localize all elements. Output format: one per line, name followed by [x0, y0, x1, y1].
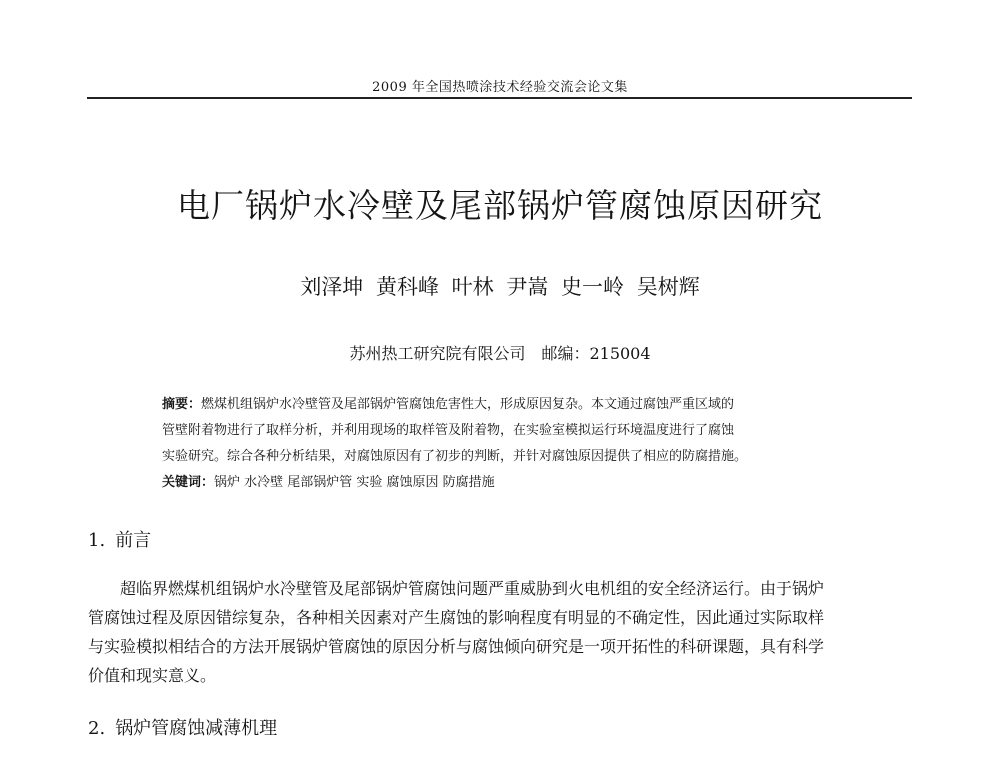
- introduction-paragraph: [88, 574, 914, 690]
- section-title: 前言: [115, 530, 152, 551]
- paragraph-line: 价值和现实意义。: [88, 666, 217, 685]
- header-rule: [87, 97, 912, 99]
- section-title: 锅炉管腐蚀减薄机理: [115, 718, 278, 739]
- keywords-text: 锅炉 水冷壁 尾部锅炉管 实验 腐蚀原因 防腐措施: [214, 475, 495, 490]
- affiliation: 苏州热工研究院有限公司 邮编：215004: [349, 344, 651, 363]
- abstract-label: 摘要：: [162, 397, 202, 412]
- section-heading-corrosion-mechanism: [88, 714, 277, 740]
- running-header: 2009 年全国热喷涂技术经验交流会论文集: [372, 80, 628, 95]
- paper-title: 电厂锅炉水冷壁及尾部锅炉管腐蚀原因研究: [177, 186, 823, 225]
- section-number: 2.: [88, 718, 106, 739]
- abstract-line: 管壁附着物进行了取样分析，并利用现场的取样管及附着物，在实验室模拟运行环境温度进行了腐蚀: [162, 423, 735, 438]
- abstract-line: [162, 392, 852, 418]
- abstract-block: [162, 392, 852, 496]
- paragraph-line: 超临界燃煤机组锅炉水冷壁管及尾部锅炉管腐蚀问题严重威胁到火电机组的安全经济运行。由于锅炉: [120, 579, 825, 598]
- section-number: 1.: [88, 530, 106, 551]
- paragraph-line: 与实验模拟相结合的方法开展锅炉管腐蚀的原因分析与腐蚀倾向研究是一项开拓性的科研课题，具有科学: [88, 637, 825, 656]
- paragraph-line: 管腐蚀过程及原因错综复杂，各种相关因素对产生腐蚀的影响程度有明显的不确定性，因此通过实际取样: [88, 608, 825, 627]
- abstract-line: 实验研究。综合各种分析结果，对腐蚀原因有了初步的判断，并针对腐蚀原因提供了相应的防腐措施。: [162, 449, 748, 464]
- keywords-line: [162, 470, 852, 496]
- abstract-text: 燃煤机组锅炉水冷壁管及尾部锅炉管腐蚀危害性大，形成原因复杂。本文通过腐蚀严重区域的: [201, 397, 735, 412]
- author-list: 刘泽坤 黄科峰 叶林 尹嵩 史一岭 吴树辉: [300, 275, 700, 299]
- section-heading-introduction: [88, 526, 151, 552]
- keywords-label: 关键词：: [162, 475, 215, 490]
